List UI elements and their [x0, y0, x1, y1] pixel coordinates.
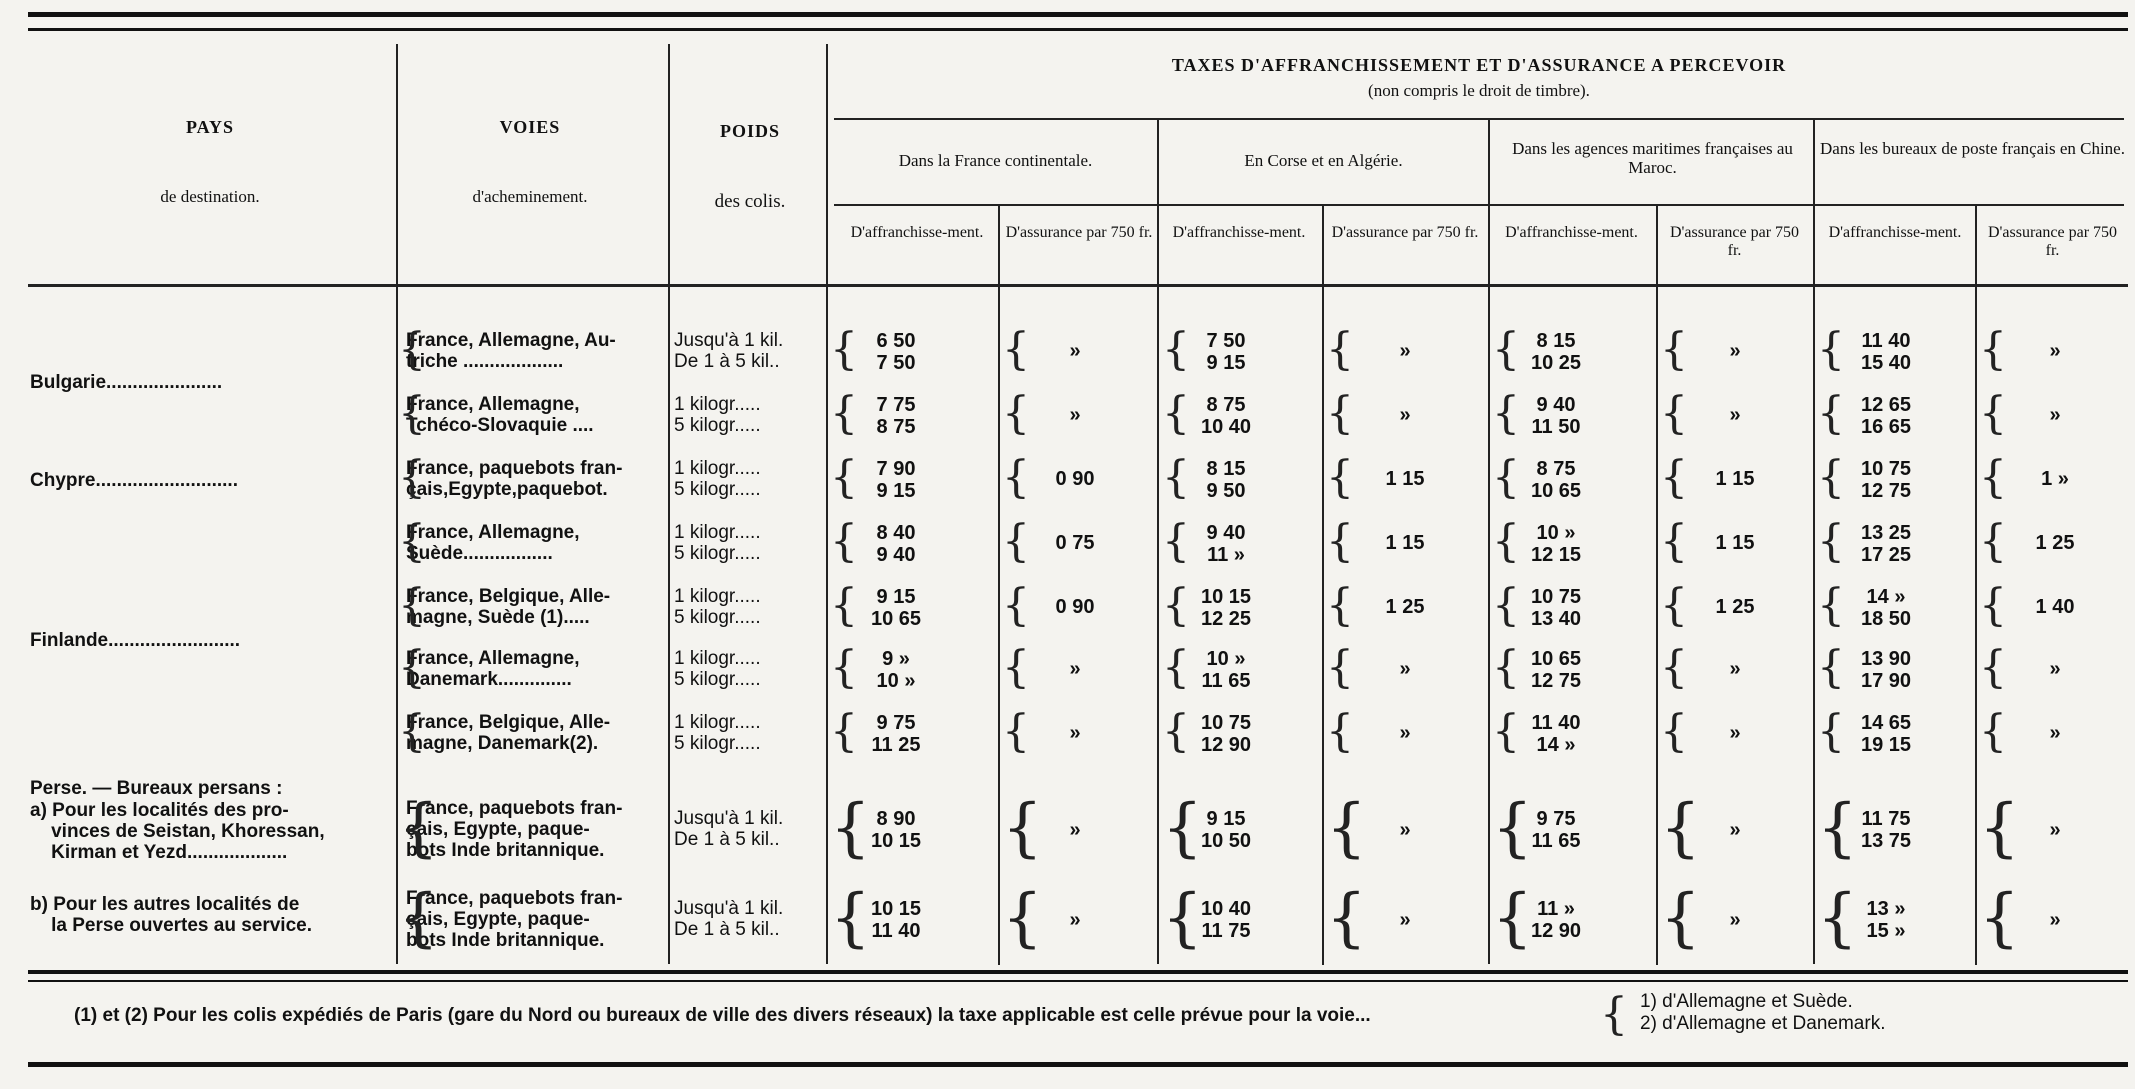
cell-co-a: » [1399, 722, 1411, 744]
row-brace: { [1326, 580, 1354, 631]
row-brace: { [1492, 516, 1520, 567]
cell-ma-a: » [1729, 340, 1741, 362]
cell-co: 9 15 10 50 [1200, 808, 1252, 852]
row-brace: { [1162, 580, 1190, 631]
row-brace: { [1002, 580, 1030, 631]
row-brace: { [1002, 324, 1030, 375]
country-bulgarie: Bulgarie...................... [30, 372, 223, 393]
cell-fc: 7 75 8 75 [876, 394, 916, 438]
row-brace: { [1326, 791, 1367, 865]
cell-voie: France, Belgique, Alle- magne, Danemark(2). [406, 712, 611, 754]
subhdr-ass-4: D'assurance par 750 fr. [1987, 224, 2118, 259]
row-brace: { [1817, 791, 1858, 865]
sub-divider-2 [1322, 205, 1324, 965]
row-brace: { [1162, 452, 1190, 503]
row-brace: { [1979, 706, 2007, 757]
cell-ch: 14 65 19 15 [1860, 712, 1912, 756]
header-pays-sub: de destination. [160, 187, 260, 206]
cell-ch-a: » [2049, 404, 2061, 426]
header-poids: POIDS [719, 121, 780, 141]
cell-co-a: » [1399, 340, 1411, 362]
col-divider-voies [668, 44, 670, 964]
bottom-rule-2 [28, 980, 2128, 982]
cell-ma-a: » [1729, 722, 1741, 744]
header-rule-taxes [834, 118, 2124, 120]
cell-poids: Jusqu'à 1 kil. De 1 à 5 kil.. [674, 808, 784, 850]
cell-fc-a: » [1069, 908, 1081, 931]
row-brace: { [1979, 324, 2007, 375]
row-brace: { [1660, 452, 1688, 503]
country-perse: Perse. — Bureaux persans : [30, 778, 283, 799]
sub-divider-4 [1975, 205, 1977, 965]
cell-ch-a: 1 25 [2035, 532, 2075, 554]
top-rule [28, 12, 2128, 17]
cell-voie: France, paquebots fran- çais, Egypte, paque- bots Inde britannique. [406, 888, 623, 951]
cell-fc-a: » [1069, 658, 1081, 680]
cell-poids: Jusqu'à 1 kil. De 1 à 5 kil.. [674, 898, 784, 940]
cell-ma-a: 1 15 [1715, 532, 1755, 554]
row-brace: { [1162, 791, 1203, 865]
row-brace: { [1979, 516, 2007, 567]
cell-co-a: » [1399, 908, 1411, 931]
cell-ch-a: » [2049, 908, 2061, 931]
zone-france: Dans la France continentale. [898, 151, 1093, 170]
row-brace: { [830, 388, 858, 439]
cell-voie: France, Belgique, Alle- magne, Suède (1)..... [406, 586, 611, 628]
row-brace: { [398, 324, 426, 375]
cell-fc: 9 » 10 » [876, 648, 916, 692]
row-brace: { [1817, 388, 1845, 439]
row-brace: { [1979, 452, 2007, 503]
col-divider-zone3 [1813, 120, 1815, 964]
row-brace: { [398, 642, 426, 693]
sub-divider-1 [998, 205, 1000, 965]
cell-ma-a: » [1729, 404, 1741, 426]
row-brace: { [1979, 388, 2007, 439]
row-brace: { [1979, 580, 2007, 631]
row-brace: { [1660, 881, 1701, 955]
cell-ma-a: 1 15 [1715, 468, 1755, 490]
subhdr-ass-2: D'assurance par 750 fr. [1331, 224, 1479, 241]
row-brace: { [1162, 324, 1190, 375]
row-brace: { [1162, 881, 1203, 955]
bottom-rule-1 [28, 970, 2128, 974]
row-brace: { [1492, 642, 1520, 693]
cell-ch: 11 75 13 75 [1860, 808, 1912, 852]
footnote-option-1: 1) d'Allemagne et Suède. [1640, 991, 1853, 1012]
row-brace: { [398, 388, 426, 439]
cell-co: 10 75 12 90 [1200, 712, 1252, 756]
row-brace: { [1817, 516, 1845, 567]
cell-ch: 10 75 12 75 [1860, 458, 1912, 502]
row-brace: { [1492, 791, 1533, 865]
zone-chine: Dans les bureaux de poste français en Chine. [1820, 139, 2125, 158]
cell-ma: 11 40 14 » [1531, 712, 1581, 756]
row-brace: { [830, 791, 871, 865]
cell-poids: Jusqu'à 1 kil. De 1 à 5 kil.. [674, 330, 784, 372]
row-brace: { [398, 452, 426, 503]
cell-ch: 13 90 17 90 [1860, 648, 1912, 692]
header-voies-sub: d'acheminement. [472, 187, 588, 206]
row-brace: { [1492, 580, 1520, 631]
cell-co: 7 50 9 15 [1206, 330, 1246, 374]
cell-fc: 7 90 9 15 [876, 458, 916, 502]
cell-ch-a: » [2049, 658, 2061, 680]
cell-ma: 9 40 11 50 [1531, 394, 1581, 438]
cell-fc: 8 40 9 40 [876, 522, 916, 566]
row-brace: { [1979, 791, 2020, 865]
row-brace: { [1002, 452, 1030, 503]
row-brace: { [1817, 324, 1845, 375]
subhdr-ass-1: D'assurance par 750 fr. [1005, 224, 1153, 241]
cell-ch-a: » [2049, 818, 2061, 841]
cell-ma: 8 75 10 65 [1530, 458, 1582, 502]
cell-voie: France, Allemagne, Danemark.............. [406, 648, 580, 690]
row-brace: { [1817, 706, 1845, 757]
cell-ma: 10 65 12 75 [1530, 648, 1582, 692]
cell-co: 10 15 12 25 [1200, 586, 1252, 630]
row-brace: { [1326, 388, 1354, 439]
header-taxes-sub: (non compris le droit de timbre). [1368, 81, 1590, 100]
country-perse-b: b) Pour les autres localités de la Perse ouvertes au service. [30, 894, 313, 936]
cell-ch-a: 1 40 [2035, 596, 2075, 618]
cell-co: 8 75 10 40 [1200, 394, 1252, 438]
cell-ma: 10 » 12 15 [1530, 522, 1582, 566]
header-rule-bottom [28, 284, 2128, 287]
cell-fc: 8 90 10 15 [870, 808, 922, 852]
cell-ch-a: » [2049, 722, 2061, 744]
zone-corse: En Corse et en Algérie. [1244, 151, 1403, 170]
cell-ch: 12 65 16 65 [1860, 394, 1912, 438]
cell-fc-a: 0 90 [1055, 468, 1095, 490]
cell-fc: 9 75 11 25 [871, 712, 921, 756]
cell-poids: 1 kilogr..... 5 kilogr..... [674, 458, 761, 500]
subhdr-affr-4: D'affranchisse-ment. [1828, 224, 1962, 241]
top-rule-thin [28, 28, 2128, 31]
row-brace: { [1002, 706, 1030, 757]
row-brace: { [1162, 388, 1190, 439]
row-brace: { [1492, 881, 1533, 955]
cell-ch: 14 » 18 50 [1860, 586, 1912, 630]
cell-ma: 8 15 10 25 [1530, 330, 1582, 374]
row-brace: { [830, 706, 858, 757]
row-brace: { [830, 452, 858, 503]
header-rule-zones [834, 204, 2124, 206]
row-brace: { [1326, 516, 1354, 567]
row-brace: { [1660, 642, 1688, 693]
cell-poids: 1 kilogr..... 5 kilogr..... [674, 394, 761, 436]
subhdr-affr-2: D'affranchisse-ment. [1172, 224, 1306, 241]
cell-co-a: » [1399, 818, 1411, 841]
header-poids-sub: des colis. [714, 191, 786, 212]
subhdr-affr-3: D'affranchisse-ment. [1505, 224, 1638, 241]
cell-co-a: 1 15 [1385, 468, 1425, 490]
cell-poids: 1 kilogr..... 5 kilogr..... [674, 522, 761, 564]
cell-ch-a: 1 » [2041, 468, 2069, 490]
cell-co: 9 40 11 » [1206, 522, 1246, 566]
cell-ch-a: » [2049, 340, 2061, 362]
row-brace: { [1002, 881, 1043, 955]
cell-ma-a: 1 25 [1715, 596, 1755, 618]
cell-voie: France, paquebots fran- çais, Egypte, paque- bots Inde britannique. [406, 798, 623, 861]
row-brace: { [1326, 324, 1354, 375]
header-pays: PAYS [185, 117, 234, 137]
row-brace: { [1492, 706, 1520, 757]
cell-ma: 9 75 11 65 [1531, 808, 1581, 852]
cell-co: 10 » 11 65 [1201, 648, 1251, 692]
row-brace: { [1660, 516, 1688, 567]
cell-fc-a: 0 75 [1055, 532, 1095, 554]
row-brace: { [1817, 452, 1845, 503]
row-brace: { [1979, 642, 2007, 693]
col-divider-poids [826, 44, 828, 964]
cell-ch: 11 40 15 40 [1860, 330, 1912, 374]
country-finlande: Finlande......................... [30, 630, 241, 651]
row-brace: { [1817, 642, 1845, 693]
cell-fc-a: » [1069, 722, 1081, 744]
row-brace: { [1492, 388, 1520, 439]
row-brace: { [398, 580, 426, 631]
row-brace: { [1326, 452, 1354, 503]
row-brace: { [1002, 642, 1030, 693]
cell-poids: 1 kilogr..... 5 kilogr..... [674, 648, 761, 690]
zone-maroc: Dans les agences maritimes françaises au Maroc. [1512, 139, 1793, 177]
row-brace: { [398, 791, 439, 865]
row-brace: { [830, 881, 871, 955]
row-brace: { [1979, 881, 2020, 955]
row-brace: { [398, 881, 439, 955]
footnote-option-2: 2) d'Allemagne et Danemark. [1640, 1013, 1886, 1034]
row-brace: { [1162, 516, 1190, 567]
cell-voie: France, Allemagne, Suède................. [406, 522, 580, 564]
row-brace: { [1162, 706, 1190, 757]
row-brace: { [1660, 580, 1688, 631]
cell-co-a: 1 15 [1385, 532, 1425, 554]
cell-co-a: 1 25 [1385, 596, 1425, 618]
header-voies: VOIES [499, 117, 561, 137]
row-brace: { [1660, 706, 1688, 757]
row-brace: { [830, 580, 858, 631]
row-brace: { [1492, 452, 1520, 503]
footnote-main: (1) et (2) Pour les colis expédiés de Paris (gare du Nord ou bureaux de ville des divers réseaux) la taxe applicable est celle prévue pour la voie... [74, 1005, 1371, 1026]
cell-ma-a: » [1729, 908, 1741, 931]
subhdr-affr-1: D'affranchisse-ment. [850, 224, 984, 241]
country-perse-a: a) Pour les localités des pro- vinces de Seistan, Khoressan, Kirman et Yezd................... [30, 800, 325, 863]
cell-fc-a: » [1069, 818, 1081, 841]
row-brace: { [830, 516, 858, 567]
cell-ch: 13 25 17 25 [1860, 522, 1912, 566]
col-divider-zone2 [1488, 120, 1490, 964]
cell-poids: 1 kilogr..... 5 kilogr..... [674, 712, 761, 754]
cell-poids: 1 kilogr..... 5 kilogr..... [674, 586, 761, 628]
country-chypre: Chypre........................... [30, 470, 238, 491]
cell-voie: France, paquebots fran- çais,Egypte,paquebot. [406, 458, 623, 500]
cell-voie: France, Allemagne, Tchéco-Slovaquie .... [406, 394, 594, 436]
row-brace: { [1162, 642, 1190, 693]
footnote-brace: { [1600, 989, 1628, 1040]
row-brace: { [1326, 642, 1354, 693]
cell-fc: 6 50 7 50 [876, 330, 916, 374]
cell-voie: France, Allemagne, Au- triche ................... [406, 330, 616, 372]
row-brace: { [1002, 791, 1043, 865]
row-brace: { [1002, 388, 1030, 439]
sub-divider-3 [1656, 205, 1658, 965]
cell-ch: 13 » 15 » [1866, 898, 1906, 942]
page-bottom-rule [28, 1062, 2128, 1067]
cell-ma: 11 » 12 90 [1530, 898, 1582, 942]
cell-co: 8 15 9 50 [1206, 458, 1246, 502]
cell-fc: 10 15 11 40 [870, 898, 922, 942]
cell-ma-a: » [1729, 818, 1741, 841]
row-brace: { [1660, 324, 1688, 375]
row-brace: { [1326, 706, 1354, 757]
row-brace: { [1817, 881, 1858, 955]
row-brace: { [1660, 791, 1701, 865]
row-brace: { [830, 324, 858, 375]
cell-fc: 9 15 10 65 [870, 586, 922, 630]
cell-co-a: » [1399, 658, 1411, 680]
header-taxes-title: TAXES D'AFFRANCHISSEMENT ET D'ASSURANCE A PERCEVOIR [1171, 55, 1787, 75]
subhdr-ass-3: D'assurance par 750 fr. [1669, 224, 1800, 259]
row-brace: { [1002, 516, 1030, 567]
cell-ma-a: » [1729, 658, 1741, 680]
row-brace: { [1660, 388, 1688, 439]
row-brace: { [1326, 881, 1367, 955]
row-brace: { [398, 706, 426, 757]
cell-fc-a: 0 90 [1055, 596, 1095, 618]
cell-co-a: » [1399, 404, 1411, 426]
cell-fc-a: » [1069, 340, 1081, 362]
cell-ma: 10 75 13 40 [1530, 586, 1582, 630]
row-brace: { [1492, 324, 1520, 375]
row-brace: { [830, 642, 858, 693]
cell-fc-a: » [1069, 404, 1081, 426]
col-divider-zone1 [1157, 120, 1159, 964]
row-brace: { [1817, 580, 1845, 631]
cell-co: 10 40 11 75 [1200, 898, 1252, 942]
row-brace: { [398, 516, 426, 567]
